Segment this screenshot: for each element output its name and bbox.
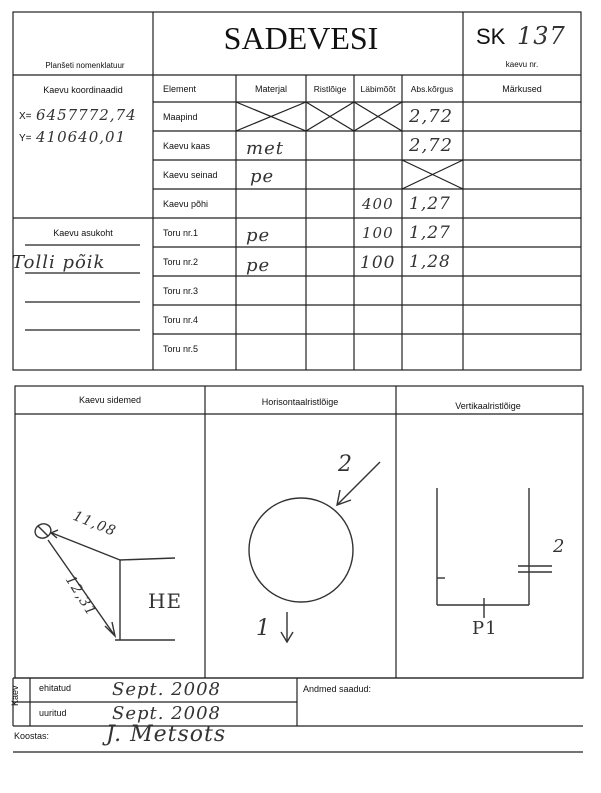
location-value: Tolli põik (12, 252, 106, 273)
uuritud-label: uuritud (39, 708, 67, 718)
y-value: 410640,01 (36, 128, 127, 146)
uuritud-value: Sept. 2008 (112, 703, 221, 724)
ehitatud-label: ehitatud (39, 683, 72, 693)
header-material: Materjal (254, 84, 288, 94)
kaevu-nr-label: kaevu nr. (505, 60, 539, 69)
row-height-5: 1,28 (409, 252, 451, 272)
header-notes: Märkused (502, 84, 542, 94)
kaev-label: Kaev (10, 685, 20, 706)
sk-prefix: SK (476, 24, 506, 49)
koostas-label: Koostas: (14, 731, 50, 741)
row-diameter-5: 100 (360, 253, 396, 273)
page-title: SADEVESI (223, 20, 379, 56)
row-element-1: Kaevu kaas (163, 141, 211, 151)
row-element-4: Toru nr.1 (163, 228, 199, 238)
row-material-5: pe (246, 255, 271, 276)
sidemed-label: Kaevu sidemed (78, 395, 142, 405)
koostas-value: J. Metsots (106, 722, 227, 747)
row-element-3: Kaevu põhi (163, 199, 209, 209)
x-value: 6457772,74 (36, 106, 137, 124)
h-pipe2-label: 2 (338, 452, 353, 477)
location-label: Kaevu asukoht (53, 228, 113, 238)
row-diameter-4: 100 (362, 224, 394, 242)
ehitatud-value: Sept. 2008 (112, 679, 221, 700)
vertical-sketch (437, 488, 552, 618)
row-material-1: met (246, 138, 284, 159)
row-element-8: Toru nr.5 (163, 344, 199, 354)
row-element-0: Maapind (163, 112, 198, 122)
row-material-2: pe (250, 166, 275, 187)
h-pipe1-label: 1 (256, 616, 271, 641)
row-diameter-3: 400 (362, 195, 394, 213)
sidemed-sketch (33, 522, 175, 640)
row-height-0: 2,72 (409, 106, 454, 127)
sk-number: 137 (517, 22, 566, 50)
row-material-4: pe (246, 225, 271, 246)
row-element-2: Kaevu seinad (163, 170, 218, 180)
row-element-5: Toru nr.2 (163, 257, 199, 267)
header-element: Element (163, 84, 197, 94)
header-abs-height: Abs.kõrgus (410, 84, 454, 94)
distance-2: 12,31 (61, 572, 100, 620)
x-label: X= (19, 111, 32, 122)
header-diameter: Läbimõõt (360, 84, 396, 94)
andmed-label: Andmed saadud: (303, 684, 372, 694)
horizontal-sketch (249, 462, 380, 642)
vertical-section-label: Vertikaalristlõige (455, 401, 521, 411)
row-element-7: Toru nr.4 (163, 315, 199, 325)
v-pipe2-label: 2 (553, 536, 566, 557)
nomenclature-label: Planšeti nomenklatuur (45, 61, 125, 70)
row-height-3: 1,27 (409, 194, 451, 214)
horizontal-section-label: Horisontaalristlõige (261, 397, 339, 407)
he-label: HE (148, 589, 183, 613)
v-p1-label: P1 (472, 618, 498, 639)
header-cross-section: Ristlõige (313, 84, 347, 94)
row-height-1: 2,72 (409, 135, 454, 156)
row-height-4: 1,27 (409, 223, 451, 243)
y-label: Y= (19, 133, 32, 144)
coords-label: Kaevu koordinaadid (43, 85, 123, 95)
distance-1: 11,08 (70, 508, 119, 540)
row-element-6: Toru nr.3 (163, 286, 199, 296)
